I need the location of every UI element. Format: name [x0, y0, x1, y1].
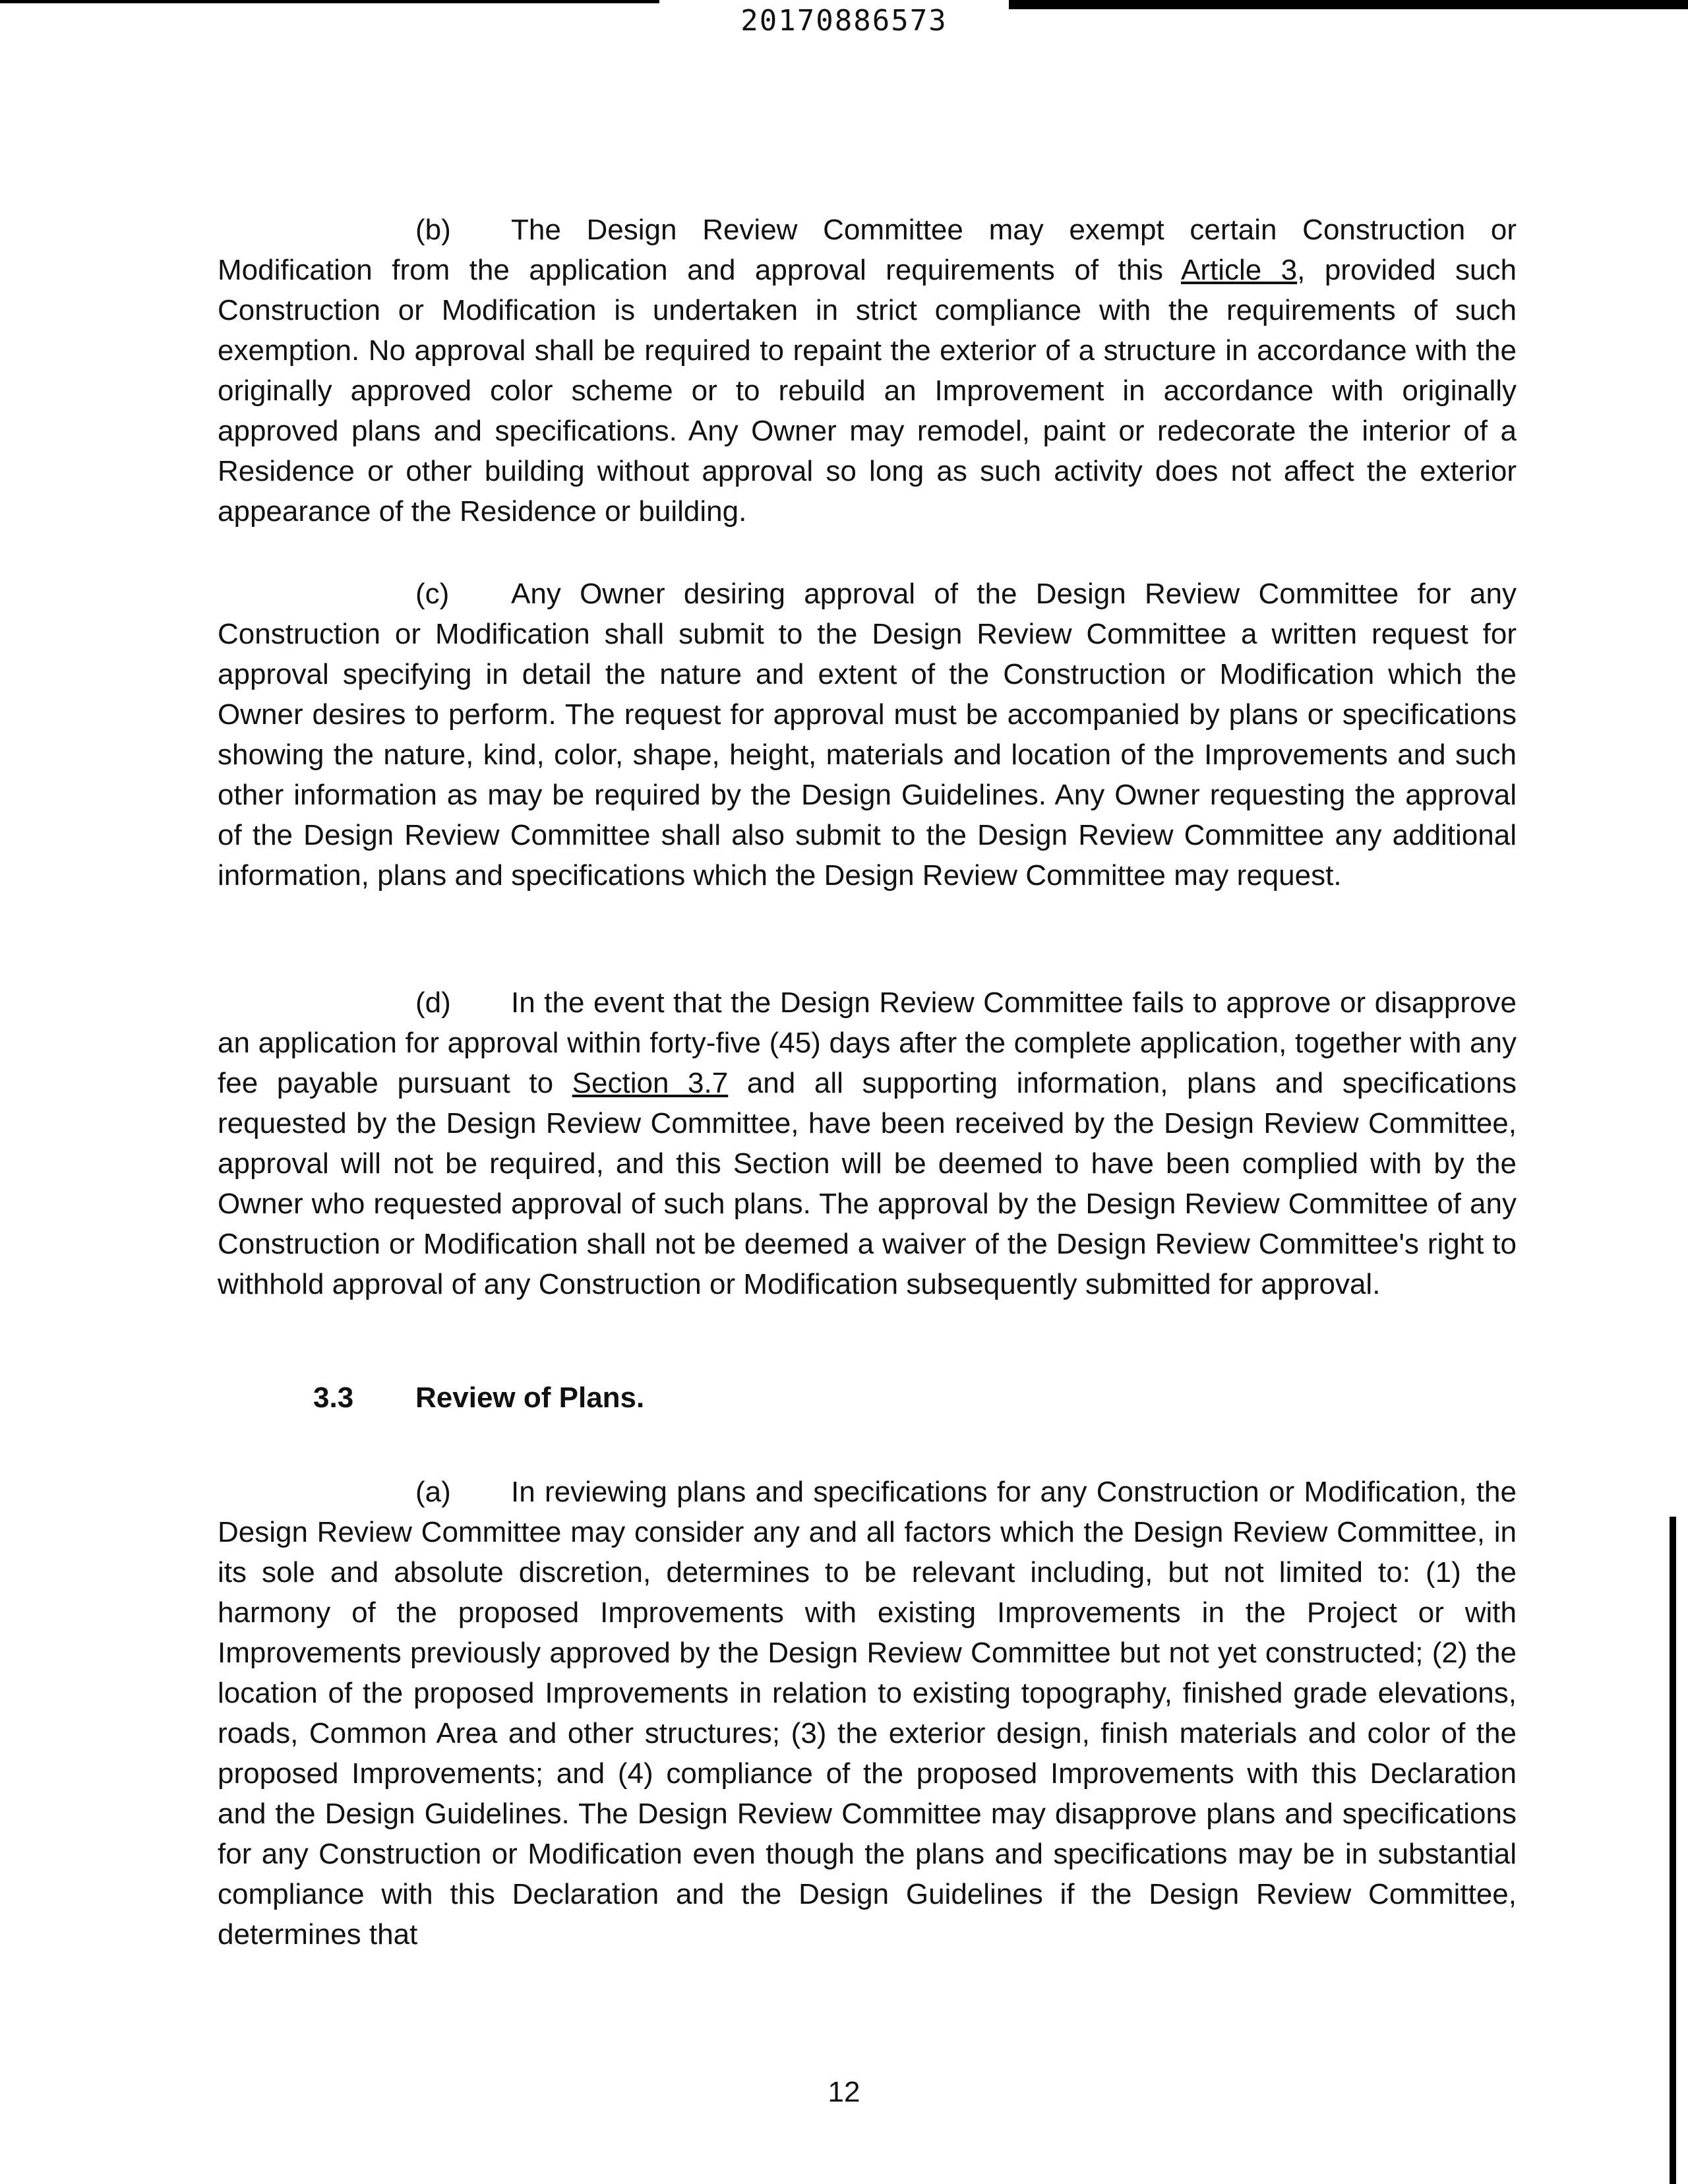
paragraph-b-label: (b) — [415, 214, 451, 246]
paragraph-d-text: In the event that the Design Review Committee fails to approve or disapprove an application for approval within forty-five (45) days after the complete application, together with any fee payable pursuant to — [218, 986, 1517, 1099]
paragraph-b — [218, 210, 1517, 531]
paragraph-b-text-cont: , provided such Construction or Modification is undertaken in strict compliance with the requirements of such exemption. No approval shall be required to repaint the exterior of a structure in accordance with the originally approved color scheme or to rebuild an Improvement in accordance with originally approved plans and specifications. Any Owner may remodel, paint or redecorate the interior of a Residence or other building without approval so long as such activity does not affect the exterior appearance of the Residence or building. — [218, 254, 1517, 528]
page-number: 12 — [828, 2076, 860, 2108]
article-3-reference: Article 3 — [1181, 254, 1298, 286]
paragraph-c-text: Any Owner desiring approval of the Design Review Committee for any Construction or Modification shall submit to the Design Review Committee a written request for approval specifying in detail the nature and extent of the Construction or Modification which the Owner desires to perform. The request for approval must be accompanied by plans or specifications showing the nature, kind, color, shape, height, materials and location of the Improvements and such other information as may be required by the Design Guidelines. Any Owner requesting the approval of the Design Review Committee shall also submit to the Design Review Committee any additional information, plans and specifications which the Design Review Committee may request. — [218, 578, 1517, 892]
paragraph-c — [218, 574, 1517, 895]
paragraph-a — [218, 1472, 1517, 1955]
paragraph-a-text: In reviewing plans and specifications for any Construction or Modification, the Design Review Committee may consider any and all factors which the Design Review Committee, in its sole and absolute discretion, determines to be relevant including, but not limited to: (1) the harmony of the proposed Improvements with existing Improvements in the Project or with Improvements previously approved by the Design Review Committee but not yet constructed; (2) the location of the proposed Improvements in relation to existing topography, finished grade elevations, roads, Common Area and other structures; (3) the exterior design, finish materials and color of the proposed Improvements; and (4) compliance of the proposed Improvements with this Declaration and the Design Guidelines. The Design Review Committee may disapprove plans and specifications for any Construction or Modification even though the plans and specifications may be in substantial compliance with this Declaration and the Design Guidelines if the Design Review Committee, determines that — [218, 1476, 1517, 1951]
section-3-7-reference: Section 3.7 — [572, 1067, 729, 1099]
document-number: 20170886573 — [740, 4, 948, 38]
paragraph-a-label: (a) — [415, 1476, 451, 1508]
paragraph-d-text-cont: and all supporting information, plans and specifications requested by the Design Review Committee, have been received by the Design Review Committee, approval will not be required, and this Section will be deemed to have been complied with by the Owner who requested approval of such plans. The approval by the Design Review Committee of any Construction or Modification shall not be deemed a waiver of the Design Review Committee's right to withhold approval of any Construction or Modification subsequently submitted for approval. — [218, 1067, 1517, 1300]
paragraph-b-text: The Design Review Committee may exempt certain Construction or Modification from the application and approval requirements of this — [218, 214, 1517, 286]
section-number: 3.3 — [313, 1381, 354, 1414]
paragraph-d-label: (d) — [415, 986, 451, 1019]
paragraph-c-label: (c) — [415, 578, 450, 610]
section-heading — [313, 1381, 644, 1414]
scan-edge-top-left — [0, 0, 659, 3]
section-title: Review of Plans. — [415, 1381, 645, 1414]
paragraph-d — [218, 983, 1517, 1304]
